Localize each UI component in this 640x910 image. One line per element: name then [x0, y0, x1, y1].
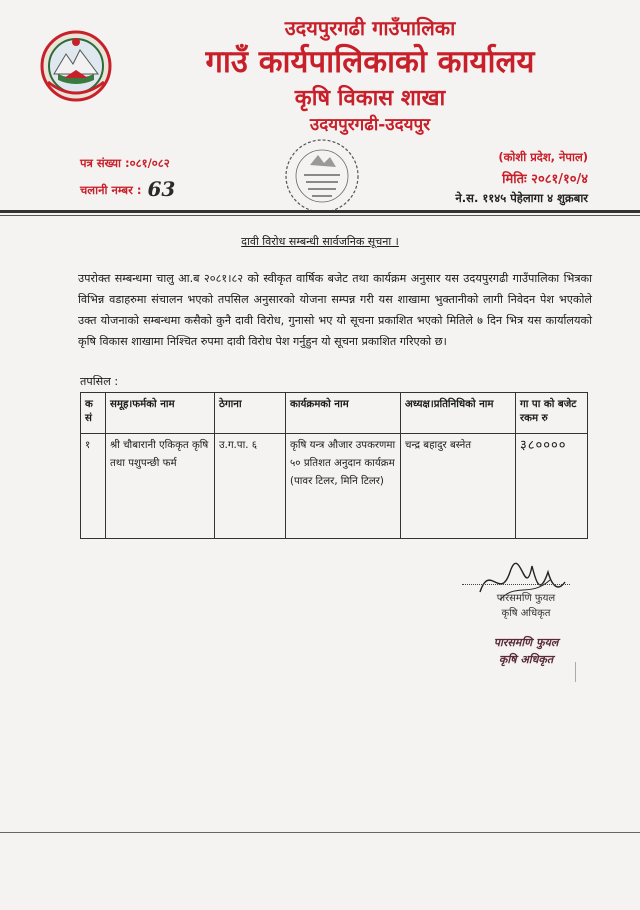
chalani-number — [80, 175, 175, 199]
name-stamp: पारसमणि फुयल — [493, 636, 559, 649]
nepal-sambat-date: ने.स. ११४५ पेहेलागा ४ शुक्रबार — [455, 191, 588, 205]
header-divider — [0, 210, 640, 213]
province-text: (कोशी प्रदेश, नेपाल) — [498, 150, 588, 164]
notice-title — [0, 234, 640, 249]
cell-group-name: श्री चौबारानी एकिकृत कृषि तथा पशुपन्छी फर्म — [106, 434, 215, 539]
table-header-row — [81, 393, 588, 434]
details-table — [80, 392, 588, 539]
signatory-name: पारसमणि फुयल — [496, 593, 556, 604]
bottom-rule — [0, 832, 640, 833]
miti-date: मितिः २०८१/१०/४ — [502, 172, 588, 187]
col-sn: क सं — [81, 393, 106, 434]
col-group-name: समूह।फर्मको नाम — [106, 393, 215, 434]
cell-budget: ३८०००० — [516, 434, 588, 539]
patra-sankhya — [80, 156, 170, 171]
signatory-title: कृषि अधिकृत — [501, 608, 551, 619]
col-chair: अध्यक्ष।प्रतिनिधिको नाम — [401, 393, 516, 434]
cell-chair: चन्द्र बहादुर बस्नेत — [401, 434, 516, 539]
margin-mark — [575, 662, 576, 682]
col-budget: गा पा को बजेट रकम रु — [516, 393, 588, 434]
office-name: गाउँ कार्यपालिकाको कार्यालय — [205, 44, 535, 80]
cell-address: उ.ग.पा. ६ — [215, 434, 286, 539]
section-name: कृषि विकास शाखा — [294, 86, 446, 111]
patra-label: पत्र संख्या : — [80, 156, 130, 170]
cell-program: कृषि यन्त्र औजार उपकरणमा ५० प्रतिशत अनुदान कार्यक्रम (पावर टिलर, मिनि टिलर) — [286, 434, 401, 539]
signature-line — [462, 584, 570, 585]
municipality-name: उदयपुरगढी गाउँपालिका — [284, 16, 456, 40]
col-address: ठेगाना — [215, 393, 286, 434]
table-row — [81, 434, 588, 539]
notice-body: उपरोक्त सम्बन्धमा चालु आ.ब २०८१।८२ को स्वीकृत वार्षिक बजेट तथा कार्यक्रम अनुसार यस उदयपुरगढी गाउँपालिका भित्रका विभिन्न वडाहरुमा संचालन भएको तपसिल अनुसारको योजना सम्पन्न गरी यस शाखामा भुक्तानीको लागी निवेदन पेश भएकोले उक्त योजनाको सम्बन्धमा कसैको कुनै दावी विरोध, गुनासो भए यो सूचना प्रकाशित भएको मितिले ७ दिन भित्र यस कार्यालयको कृषि विकास शाखामा निश्चित रुपमा दावी विरोध पेश गर्नुहुन यो सूचना प्रकाशित गरिएको छ। — [78, 272, 592, 348]
cell-sn: १ — [81, 434, 106, 539]
nepal-emblem-icon — [40, 30, 112, 102]
office-seal-icon — [282, 135, 362, 217]
chalani-label: चलानी नम्बर : — [80, 183, 142, 197]
office-address: उदयपुरगढी-उदयपुर — [309, 115, 431, 135]
tapsil-label: तपसिल : — [80, 375, 119, 388]
chalani-value: 63 — [147, 177, 176, 201]
title-stamp: कृषि अधिकृत — [498, 653, 554, 666]
col-program: कार्यक्रमको नाम — [286, 393, 401, 434]
header-divider-thin — [0, 215, 640, 216]
patra-value: ०८१/०८२ — [129, 156, 170, 170]
notice-title-text: दावी विरोध सम्बन्धी सार्वजनिक सूचना । — [241, 235, 399, 248]
